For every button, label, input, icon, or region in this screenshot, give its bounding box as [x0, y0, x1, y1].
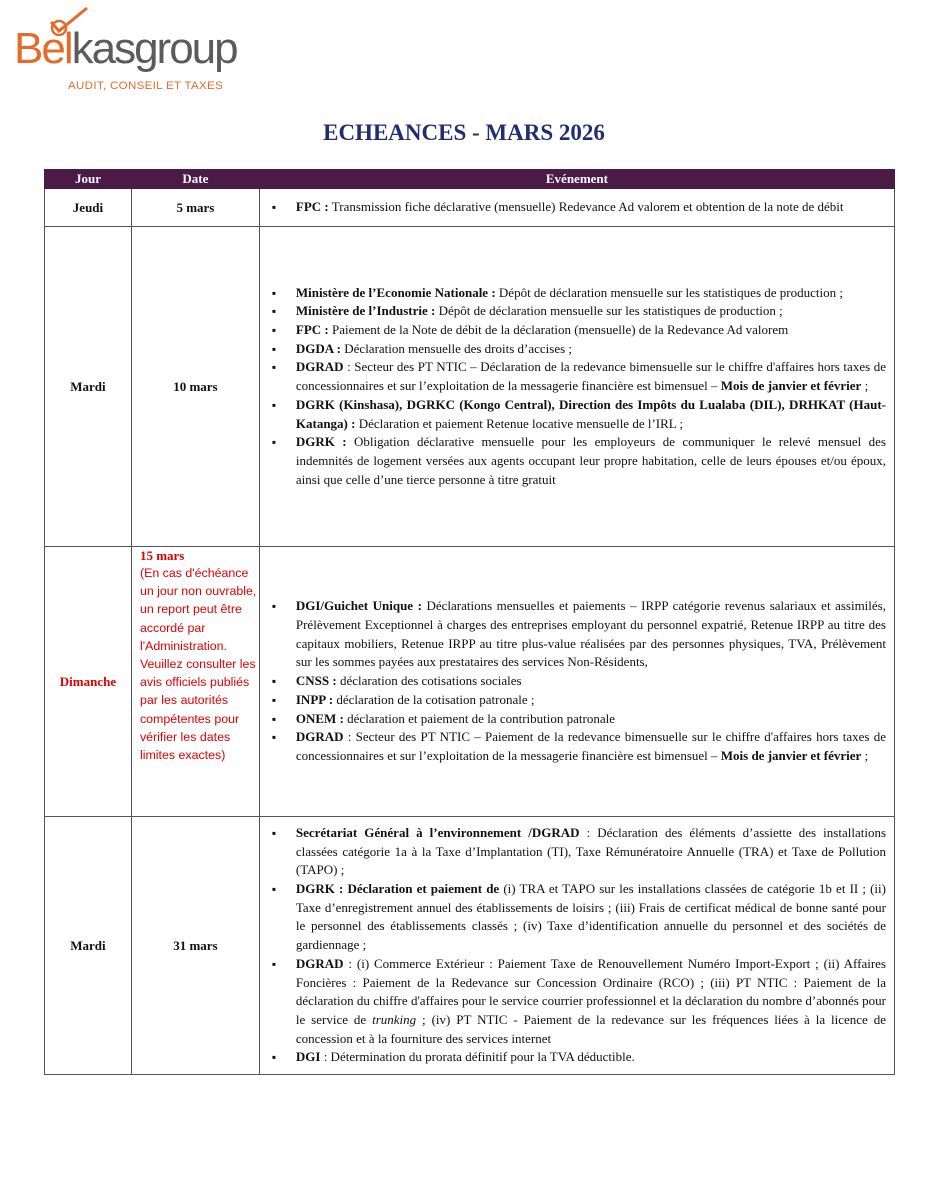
date-cell: 31 mars	[131, 817, 259, 1075]
list-item: ▪ Ministère de l’Industrie : Dépôt de déclaration mensuelle sur les statistiques de production ;	[272, 302, 886, 321]
company-logo	[14, 6, 237, 96]
list-item: ▪ DGRAD : Secteur des PT NTIC – Déclaration de la redevance bimensuelle sur le chiffre d'affaires hors taxes de concessionnaires et sur l’exploitation de la messagerie financière est bimensuel – Mois de janvier et février ;	[272, 358, 886, 395]
list-item: ▪ DGRK : Obligation déclarative mensuelle pour les employeurs de communiquer le relevé mensuel des indemnités de logement versées aux agents occupant leur propre habitation, celle de leurs épouses et/ou époux, ainsi que celle d’une tierce personne à titre gratuit	[272, 433, 886, 489]
date-value: 15 mars	[139, 548, 185, 563]
list-item: ▪ DGDA : Déclaration mensuelle des droits d’accises ;	[272, 340, 886, 359]
list-item: ▪ FPC : Paiement de la Note de débit de la déclaration (mensuelle) de la Redevance Ad valorem	[272, 321, 886, 340]
logo-tagline: AUDIT, CONSEIL ET TAXES	[68, 80, 224, 92]
event-cell	[259, 817, 894, 1075]
day-cell: Mardi	[45, 817, 132, 1075]
list-item: ▪ DGRK : Déclaration et paiement de (i) TRA et TAPO sur les installations classées de catégorie 1b et II ; (ii) Taxe d’enregistrement annuel des établissements de loisirs ; (iii) Frais de certificat médical de bonne santé pour le personnel des établissements classés ; (iv) Taxe d’identification annuelle du personnel et des sociétés de gardiennage ;	[272, 880, 886, 955]
page-title: ECHEANCES - MARS 2026	[323, 120, 605, 145]
date-cell: 5 mars	[131, 189, 259, 227]
header-jour: Jour	[45, 170, 132, 189]
header-evenement: Evénement	[259, 170, 894, 189]
event-cell	[259, 189, 894, 227]
event-cell	[259, 547, 894, 817]
date-note: (En cas d'échéance un jour non ouvrable, un report peut être accordé par l'Administration. Veuillez consulter les avis officiels publiés par les autorités compétentes pour vérifier les dates limites exactes)	[139, 566, 257, 763]
list-item: ▪ DGRK (Kinshasa), DGRKC (Kongo Central), Direction des Impôts du Lualaba (DIL), DRHKAT (Haut-Katanga) : Déclaration et paiement Retenue locative mensuelle de l’IRL ;	[272, 396, 886, 433]
list-item: ▪ DGRAD : Secteur des PT NTIC – Paiement de la redevance bimensuelle sur le chiffre d'affaires hors taxes de concessionnaires et sur l’exploitation de la messagerie financière est bimensuel – Mois de janvier et février ;	[272, 728, 886, 765]
list-item: ▪ CNSS : déclaration des cotisations sociales	[272, 672, 886, 691]
list-item: ▪ Secrétariat Général à l’environnement /DGRAD : Déclaration des éléments d’assiette des installations classées catégorie 1a à la Taxe d’Implantation (TI), Taxe Rémunératoire Annuelle (TRA) et Taxe de Pollution (TAPO) ;	[272, 824, 886, 880]
date-cell	[131, 547, 259, 817]
list-item: ▪ DGRAD : (i) Commerce Extérieur : Paiement Taxe de Renouvellement Numéro Import-Export ; (ii) Affaires Foncières : Paiement de la Redevance sur Concession Ordinaire (RCO) ; (iii) PT NTIC : Paiement de la déclaration du chiffre d'affaires pour le service courrier professionnel et la déclaration du nombre d’abonnés pour le service de trunking ; (iv) PT NTIC - Paiement de la redevance sur les fréquences liées à la licence de concession et à la fourniture des services internet	[272, 955, 886, 1049]
day-cell: Dimanche	[45, 547, 132, 817]
logo-wordmark: Belkasgroup	[14, 24, 237, 73]
list-item: ▪ DGI/Guichet Unique : Déclarations mensuelles et paiements – IRPP catégorie revenus salariaux et assimilés, Prélèvement Exceptionnel à charges des entreprises employant du personnel expatrié, Retenue IRPP au titre des capitaux mobiliers, Retenue IRPP au titre plus-value réalisées par des personnes physiques, TVA, Prélèvement sur les sommes payées aux prestataires des services Non-Résidents,	[272, 597, 886, 672]
schedule-table	[44, 169, 895, 1075]
table-header-row	[45, 170, 895, 189]
list-item: ▪ DGI : Détermination du prorata définitif pour la TVA déductible.	[272, 1048, 886, 1067]
table-row	[45, 817, 895, 1075]
date-cell: 10 mars	[131, 227, 259, 547]
table-row	[45, 547, 895, 817]
header-date: Date	[131, 170, 259, 189]
list-item: ▪ Ministère de l’Economie Nationale : Dépôt de déclaration mensuelle sur les statistiques de production ;	[272, 284, 886, 303]
list-item: ▪ INPP : déclaration de la cotisation patronale ;	[272, 691, 886, 710]
table-row	[45, 189, 895, 227]
day-cell: Jeudi	[45, 189, 132, 227]
day-cell: Mardi	[45, 227, 132, 547]
table-row	[45, 227, 895, 547]
event-cell	[259, 227, 894, 547]
list-item: ▪ FPC : Transmission fiche déclarative (mensuelle) Redevance Ad valorem et obtention de la note de débit	[272, 198, 886, 217]
list-item: ▪ ONEM : déclaration et paiement de la contribution patronale	[272, 710, 886, 729]
